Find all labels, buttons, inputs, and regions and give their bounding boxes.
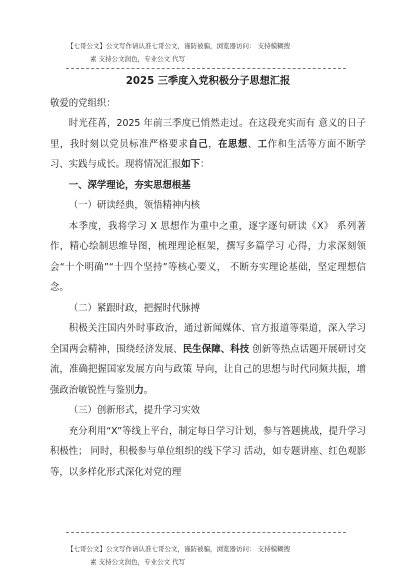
banner-line: 素 支持公文润色，专业公文 代写 xyxy=(90,558,186,566)
top-banner xyxy=(0,40,410,66)
bold-run: 力 xyxy=(134,384,144,396)
paragraph xyxy=(50,319,366,401)
section-heading: 一、深学理论，夯实思想根基 xyxy=(68,179,191,191)
text-run: ： xyxy=(200,159,210,170)
text-run: 积极关注国内外时事政治，通过新闻媒体、官方报道等渠道，深入学习全国两会精神，围绕经济发展、 xyxy=(50,323,366,355)
subsection-heading: （三）创新形式，提升学习实效 xyxy=(68,405,201,416)
paragraph: 充分利用“X”等线上平台，制定每日学习计划，参与答题挑战，提升学习积极性； 同时，积极参与单位组织的线下学习 活动，如专题讲座、红色观影等，以多样化形式深化对党的理 xyxy=(50,425,366,478)
banner-line: 素 支持公文润色，专业公文 代写 xyxy=(90,55,186,63)
subsection-heading: （一）研读经典，领悟精神内核 xyxy=(68,200,201,211)
bold-run: 自己 xyxy=(188,138,209,150)
bold-run: 如下 xyxy=(181,159,201,170)
document-body xyxy=(50,74,366,483)
bold-run: 民生保障、科技 xyxy=(182,343,250,355)
banner-line: 【七哥公文】公文写作请认准七哥公文，谨防被骗，浏览器访问： 支持模糊搜 xyxy=(67,42,291,50)
text-run: 、 xyxy=(247,138,258,150)
divider xyxy=(66,532,346,533)
bold-run: 工 xyxy=(257,138,268,150)
document-title: 2025 三季度入党积极分子思想汇报 xyxy=(125,76,291,87)
intro-paragraph xyxy=(50,114,366,176)
salutation: 敬爱的党组织： xyxy=(50,98,116,109)
bottom-banner xyxy=(0,543,410,569)
text-run: 作和生活等方面不断学习、实践与成长。现将情况汇报 xyxy=(50,138,366,170)
bold-run: 在思想 xyxy=(218,138,248,150)
subsection-heading: （二）紧跟时政，把握时代脉搏 xyxy=(68,302,201,314)
text-run: 创新等热点话题开展研讨交流，准确把握国家发展方向与政策 导向，让自己的思想与时代同频共振，增强政治敏锐性与鉴别 xyxy=(50,343,366,396)
text-run: 。 xyxy=(143,384,154,396)
divider xyxy=(66,68,346,69)
paragraph: 本季度，我将学习 X 思想作为重中之重，逐字逐句研读《X》 系列著作，精心绘制思维导图，梳理理论框架，撰写多篇学习 心得，力求深刻领会“十个明确”“十四个坚持”等核心要义， 不断夯实理论基础，坚定理想信念。 xyxy=(50,220,366,293)
text-run: ， xyxy=(208,138,219,150)
banner-line: 【七哥公文】公文写作请认准七哥公文，谨防被骗，浏览器访问： 支持模糊搜 xyxy=(67,545,291,553)
text-run: 时光荏苒，2025 年前三季度已悄然走过。在这段充实而有 意义的日子里，我时刻以党员标准严格要求 xyxy=(50,118,366,150)
